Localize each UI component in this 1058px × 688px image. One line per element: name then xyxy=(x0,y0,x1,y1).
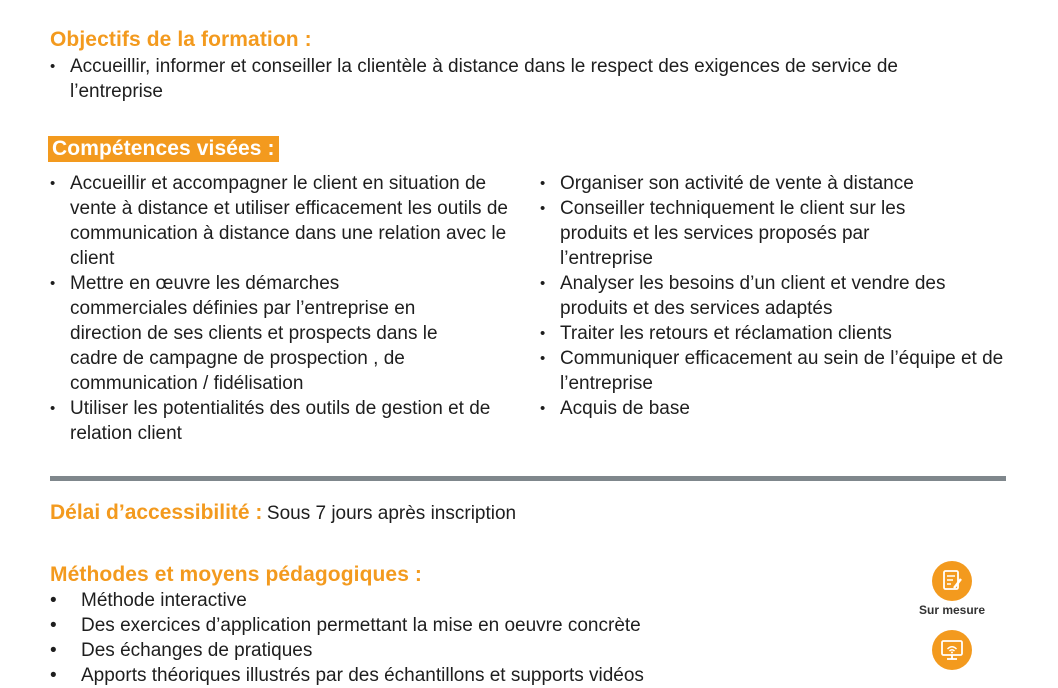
methodes-heading: Méthodes et moyens pédagogiques : xyxy=(50,563,423,586)
list-item: • Accueillir, informer et conseiller la clientèle à distance dans le respect des exigences de service de l’entreprise xyxy=(50,54,995,104)
objectifs-heading: Objectifs de la formation : xyxy=(50,28,312,51)
list-item: • Méthode interactive xyxy=(50,588,870,613)
document-pen-icon xyxy=(932,561,972,601)
list-item: • Traiter les retours et réclamation clients xyxy=(540,321,1010,346)
list-item: • Mettre en œuvre les démarches commerciales définies par l’entreprise en direction de ses clients et prospects dans le cadre de campagne de prospection , de communication / fidélisation xyxy=(50,271,516,396)
methodes-list xyxy=(50,588,870,688)
list-item: • Acquis de base xyxy=(540,396,1010,421)
monitor-wifi-icon xyxy=(932,630,972,670)
list-item: • Des échanges de pratiques xyxy=(50,638,870,663)
list-item: • Accueillir et accompagner le client en situation de vente à distance et utiliser efficacement les outils de communication à distance dans une relation avec le client xyxy=(50,171,516,271)
competences-right-list xyxy=(540,171,1010,421)
competences-left-list xyxy=(50,171,516,446)
list-item: • Communiquer efficacement au sein de l’équipe et de l’entreprise xyxy=(540,346,1010,396)
list-item: • Apports théoriques illustrés par des échantillons et supports vidéos xyxy=(50,663,870,688)
delai-line xyxy=(50,501,516,526)
section-divider xyxy=(50,476,1006,481)
list-item: • Analyser les besoins d’un client et vendre des produits et des services adaptés xyxy=(540,271,1010,321)
sur-mesure-caption: Sur mesure xyxy=(918,603,986,617)
delai-value: Sous 7 jours après inscription xyxy=(266,503,517,524)
delai-heading: Délai d’accessibilité : xyxy=(50,501,263,524)
list-item: • Conseiller techniquement le client sur les produits et les services proposés par l’entreprise xyxy=(540,196,1010,271)
list-item: • Utiliser les potentialités des outils de gestion et de relation client xyxy=(50,396,516,446)
objectifs-list xyxy=(50,54,995,104)
list-item: • Organiser son activité de vente à distance xyxy=(540,171,1010,196)
competences-heading xyxy=(48,137,279,161)
competences-heading-label: Compétences visées : xyxy=(48,136,279,162)
list-item: • Des exercices d’application permettant la mise en oeuvre concrète xyxy=(50,613,870,638)
